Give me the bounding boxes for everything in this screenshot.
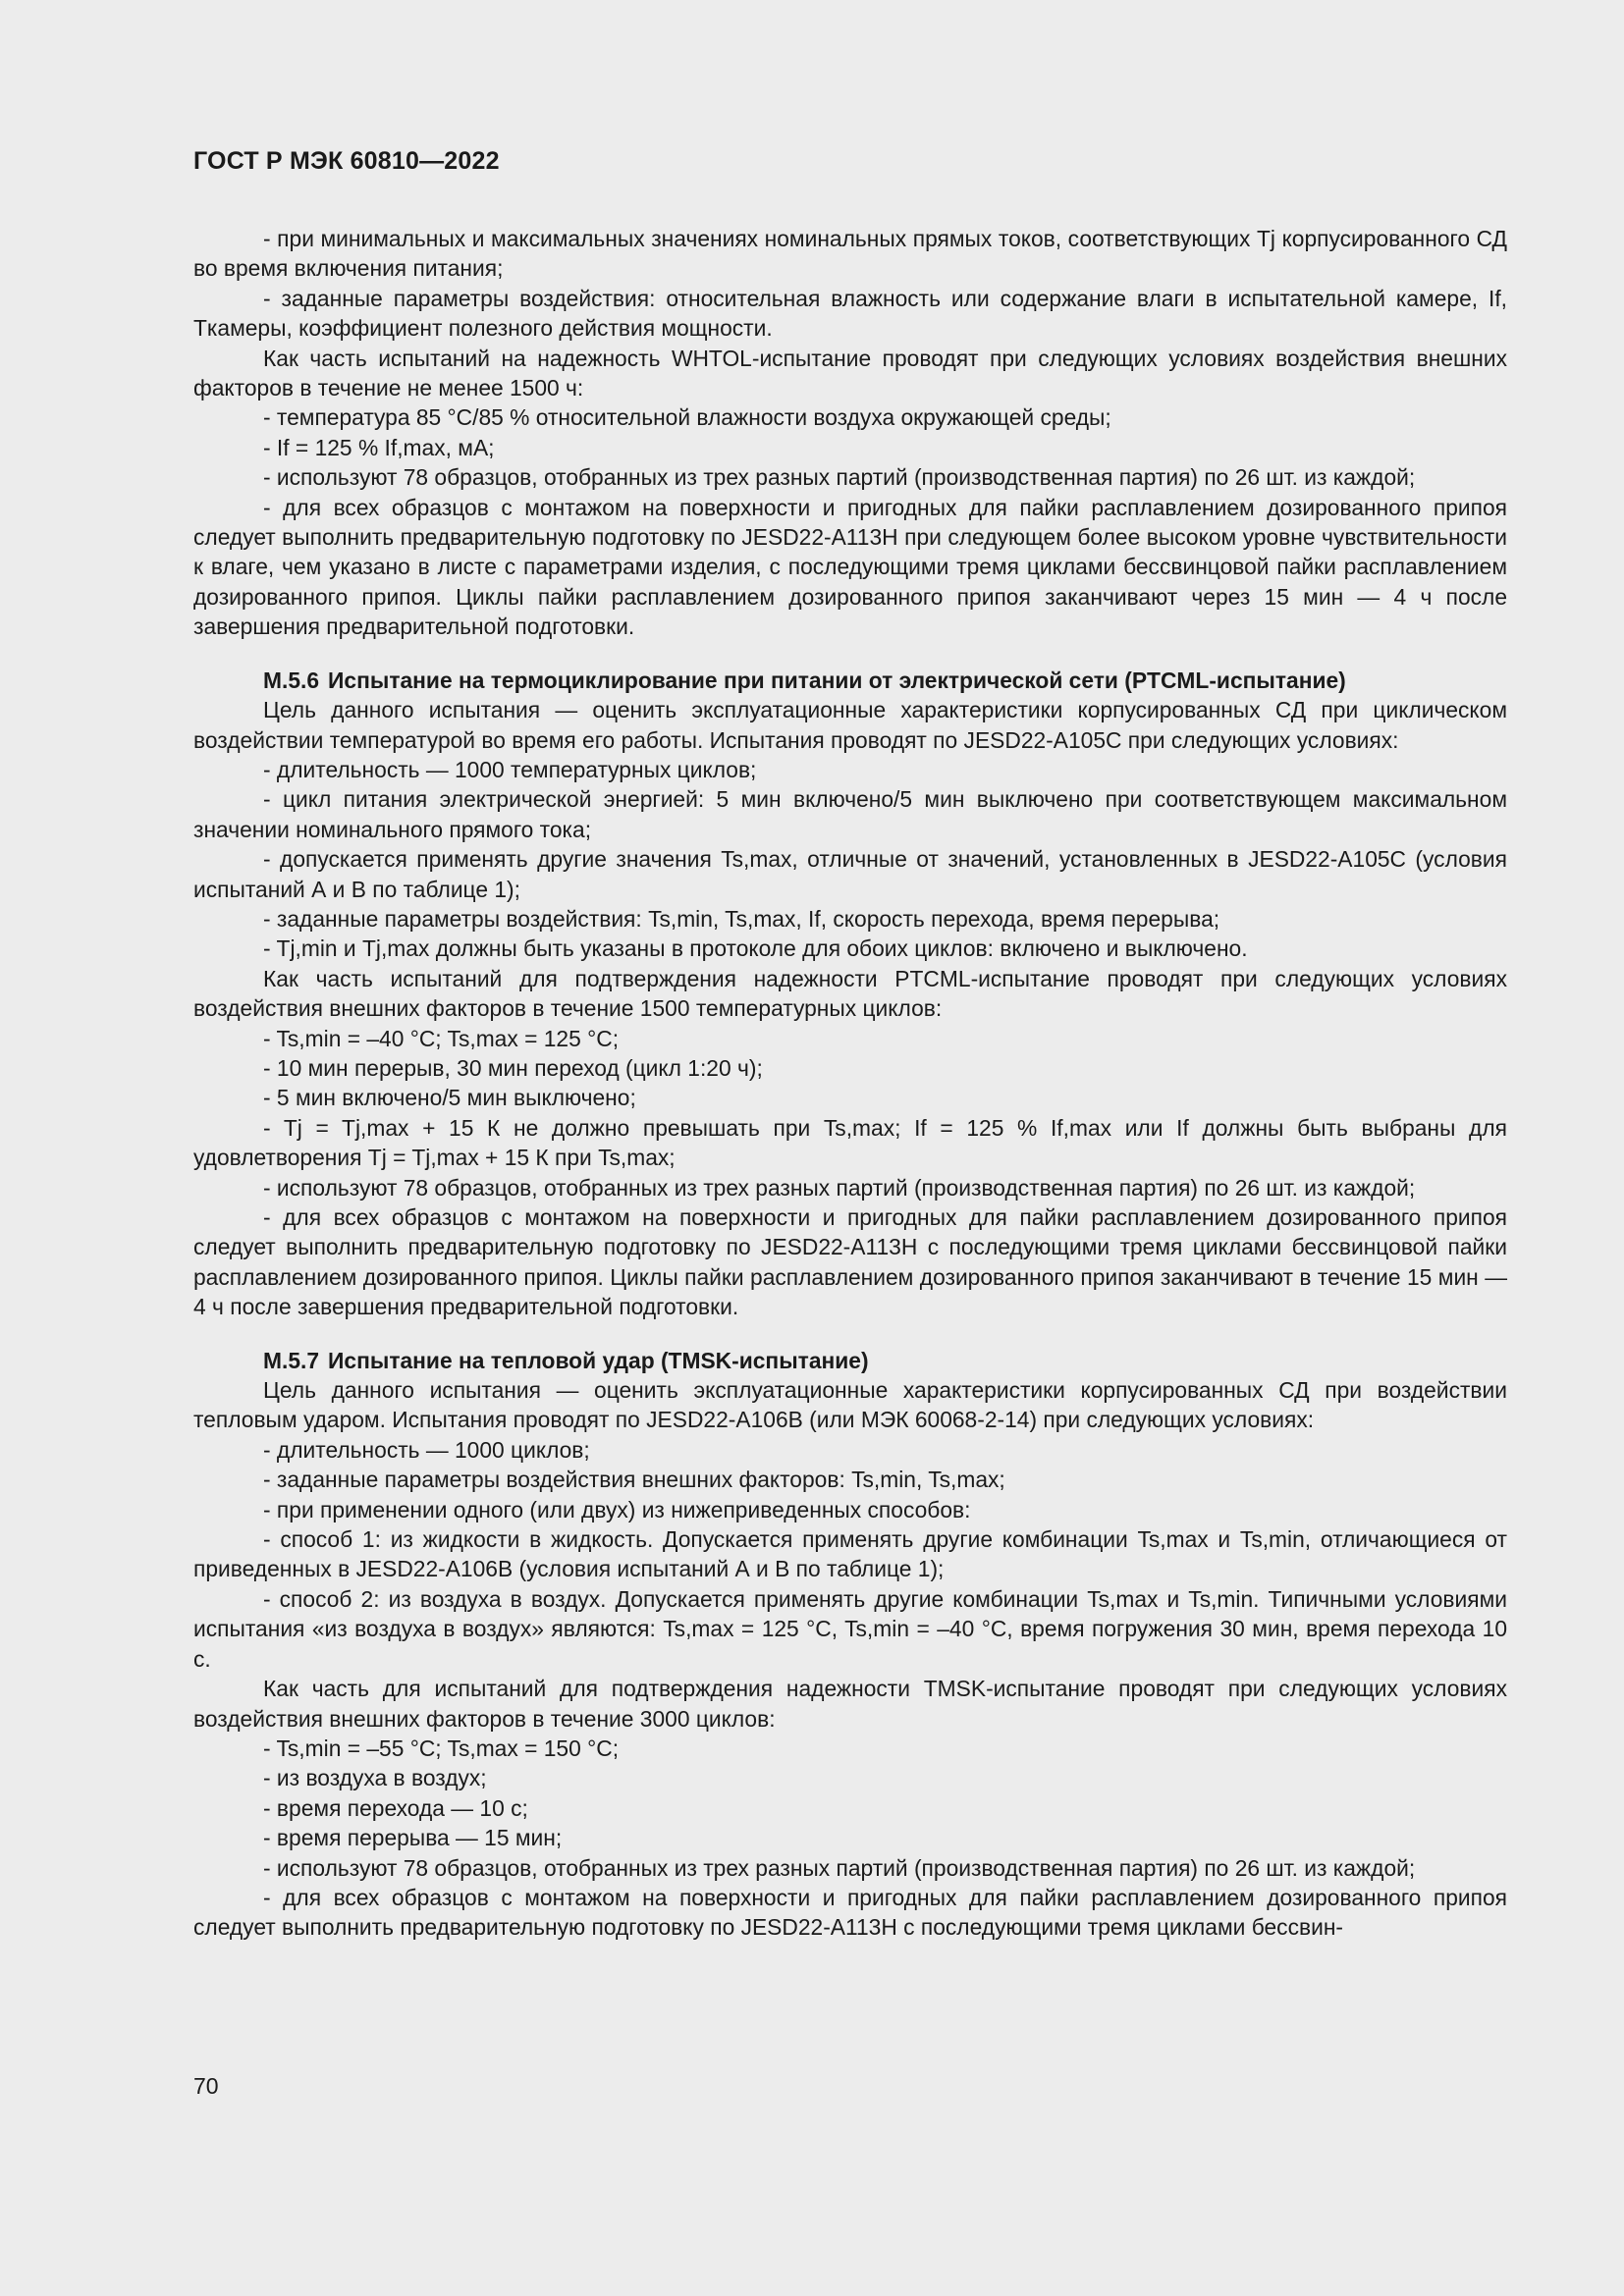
paragraph: - заданные параметры воздействия внешних факторов: Ts,min, Ts,max; — [263, 1467, 1005, 1493]
section-heading-m56 — [193, 666, 1507, 695]
paragraph: Цель данного испытания — оценить эксплуатационные характеристики корпусированных СД при циклическом воздействии температурой во время его работы. Испытания проводят по JESD22-A105C при следующих условиях: — [193, 697, 1507, 753]
paragraph: - для всех образцов с монтажом на поверхности и пригодных для пайки расплавлением дозированного припоя следует выполнить предварительную подготовку по JESD22-A113H с последующими тремя циклами бессвин- — [193, 1884, 1507, 1941]
paragraph: - Ts,min = –40 °C; Ts,max = 125 °C; — [263, 1025, 620, 1051]
paragraph: - длительность — 1000 температурных циклов; — [263, 756, 757, 782]
paragraph: - используют 78 образцов, отобранных из трех разных партий (производственная партия) по 26 шт. из каждой; — [263, 464, 1416, 491]
page-number: 70 — [193, 2073, 219, 2099]
section-heading-m57 — [193, 1346, 1507, 1375]
paragraph: - при минимальных и максимальных значениях номинальных прямых токов, соответствующих Tj корпусированного СД во время включения питания; — [193, 226, 1507, 282]
paragraph: - для всех образцов с монтажом на поверхности и пригодных для пайки расплавлением дозированного припоя следует выполнить предварительную подготовку по JESD22-A113H с последующими тремя циклами бессвинцовой пайки расплавлением дозированного припоя. Циклы пайки расплавлением дозированного припоя заканчивают в течение 15 мин — 4 ч после завершения предварительной подготовки. — [193, 1204, 1507, 1320]
paragraph: - время перерыва — 15 мин; — [263, 1825, 563, 1851]
paragraph: - из воздуха в воздух; — [263, 1765, 487, 1791]
paragraph: - для всех образцов с монтажом на поверхности и пригодных для пайки расплавлением дозированного припоя следует выполнить предварительную подготовку по JESD22-A113H при следующем более высоком уровне чувствительности к влаге, чем указано в листе с параметрами изделия, с последующими тремя циклами бессвинцовой пайки расплавлением дозированного припоя. Циклы пайки расплавлением дозированного припоя заканчивают через 15 мин — 4 ч после завершения предварительной подготовки. — [193, 494, 1507, 640]
paragraph: - заданные параметры воздействия: Ts,min, Ts,max, If, скорость перехода, время перерыва; — [263, 905, 1220, 932]
paragraph: - Tj,min и Tj,max должны быть указаны в протоколе для обоих циклов: включено и выключено. — [263, 935, 1248, 962]
paragraph: - 10 мин перерыв, 30 мин переход (цикл 1:20 ч); — [263, 1054, 763, 1081]
section-m57-body — [193, 1375, 1507, 1943]
paragraph: - длительность — 1000 циклов; — [263, 1436, 590, 1463]
paragraph: Цель данного испытания — оценить эксплуатационные характеристики корпусированных СД при воздействии тепловым ударом. Испытания проводят по JESD22-A106B (или МЭК 60068-2-14) при следующих условиях: — [193, 1377, 1507, 1433]
section-m56-body — [193, 695, 1507, 1322]
document-body — [193, 224, 1507, 1943]
paragraph: - цикл питания электрической энергией: 5 мин включено/5 мин выключено при соответствующем максимальном значении номинального прямого тока; — [193, 786, 1507, 842]
paragraph: - способ 2: из воздуха в воздух. Допускается применять другие комбинации Ts,max и Ts,min. Типичными условиями испытания «из воздуха в воздух» являются: Ts,max = 125 °C, Ts,min = –40 °C, время погружения 30 мин, время перехода 10 с. — [193, 1585, 1507, 1672]
paragraph: Как часть испытаний на надежность WHTOL-испытание проводят при следующих условиях воздействия внешних факторов в течение не менее 1500 ч: — [193, 345, 1507, 401]
section-number: М.5.7 — [263, 1347, 320, 1373]
paragraph: - заданные параметры воздействия: относительная влажность или содержание влаги в испытательной камере, If, Tкамеры, коэффициент полезного действия мощности. — [193, 285, 1507, 342]
paragraph: - 5 мин включено/5 мин выключено; — [263, 1085, 636, 1111]
top-paragraphs — [193, 224, 1507, 642]
paragraph: - используют 78 образцов, отобранных из трех разных партий (производственная партия) по 26 шт. из каждой; — [263, 1854, 1416, 1881]
paragraph: - If = 125 % If,max, мА; — [263, 434, 495, 460]
paragraph: - используют 78 образцов, отобранных из трех разных партий (производственная партия) по 26 шт. из каждой; — [263, 1174, 1416, 1201]
section-title: Испытание на термоциклирование при питании от электрической сети (PTCML-испытание) — [328, 667, 1346, 693]
paragraph: Как часть для испытаний для подтверждения надежности TMSK-испытание проводят при следующих условиях воздействия внешних факторов в течение 3000 циклов: — [193, 1676, 1507, 1732]
paragraph: - способ 1: из жидкости в жидкость. Допускается применять другие комбинации Ts,max и Ts,min, отличающиеся от приведенных в JESD22-A106B (условия испытаний А и В по таблице 1); — [193, 1526, 1507, 1582]
paragraph: - при применении одного (или двух) из нижеприведенных способов: — [263, 1496, 971, 1522]
paragraph: - Tj = Tj,max + 15 К не должно превышать при Ts,max; If = 125 % If,max или If должны быть выбраны для удовлетворения Tj = Tj,max + 15 К при Ts,max; — [193, 1114, 1507, 1171]
paragraph: - температура 85 °C/85 % относительной влажности воздуха окружающей среды; — [263, 404, 1111, 431]
paragraph: - Ts,min = –55 °C; Ts,max = 150 °C; — [263, 1735, 620, 1761]
section-number: М.5.6 — [263, 667, 320, 693]
paragraph: - допускается применять другие значения Ts,max, отличные от значений, установленных в JESD22-A105C (условия испытаний А и В по таблице 1); — [193, 846, 1507, 902]
document-header: ГОСТ Р МЭК 60810—2022 — [193, 147, 500, 175]
paragraph: Как часть испытаний для подтверждения надежности PTCML-испытание проводят при следующих условиях воздействия внешних факторов в течение 1500 температурных циклов: — [193, 965, 1507, 1022]
section-title: Испытание на тепловой удар (TMSK-испытание) — [328, 1347, 869, 1373]
paragraph: - время перехода — 10 с; — [263, 1794, 528, 1821]
